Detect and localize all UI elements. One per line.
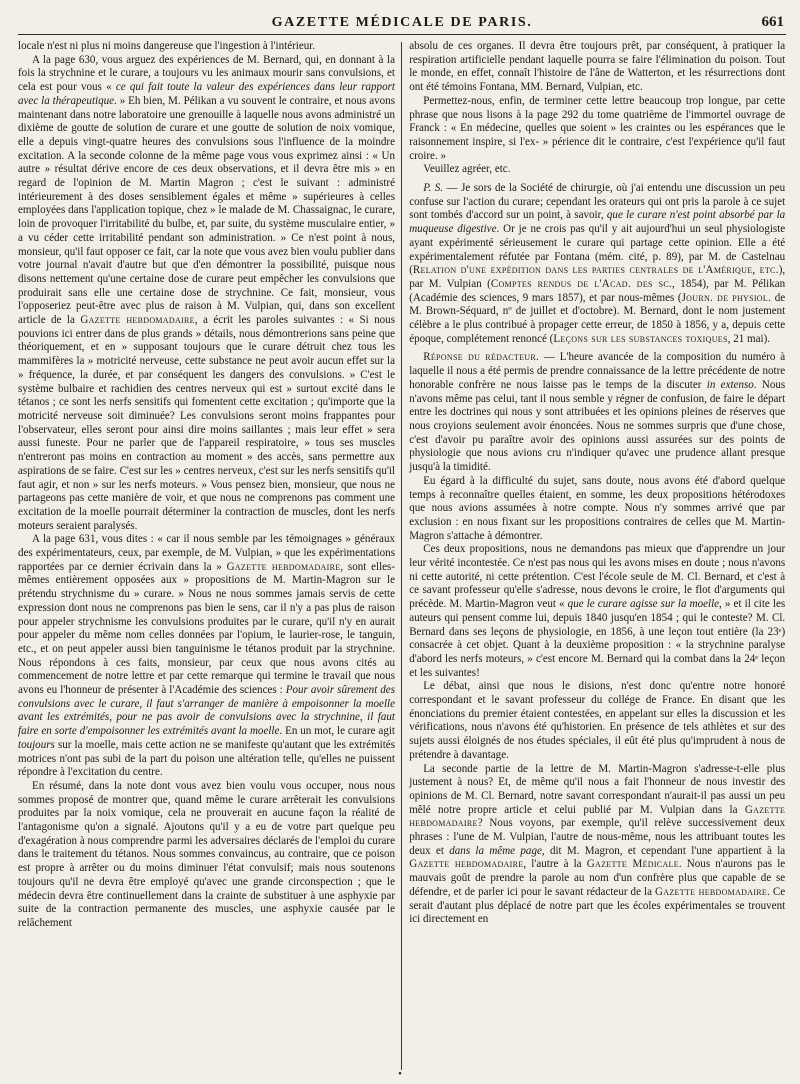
text-run: A la page 630, vous arguez des expériences de M. Bernard, qui, en donnant à la fois la strychnine et le curare, a toujours vu les animaux mourir sans convulsions, et cela est pour vous « [18, 53, 395, 94]
text-run: Ces deux propositions, nous ne demandons pas mieux que d'apprendre un jour leur vérité incontestée. Ce n'est pas nous qui les avons mises en doute ; nous n'avons ni cette autorité, ni cette prétention. C'est l'école seule de M. Cl. Bernard, et c'est à ce savant professeur qu'elle s'adresse, nous devons le croire, le flot d'arguments qui précède. M. Martin-Magron veut « [409, 543, 786, 611]
text-run: A la page 631, vous dites : « car il nous semble par les témoignages » généraux des expérimentateurs, ceux, par exemple, de M. Vulpian, » que les expérimentations rapportées par ce dernier écrivain dans la » [18, 533, 395, 573]
reply-label: Réponse du rédacteur. [423, 351, 540, 364]
text-run: . En un mot, le curare agit [279, 725, 395, 738]
paragraph: Eu égard à la difficulté du sujet, sans doute, nous avons été d'abord quelque temps à reconnaître quelles étaient, en somme, les deux propositions hétérodoxes que nous avions assumées à notre compte. Nous n'y sommes arrivé que par exclusion : en nous fixant sur les propositions contraires de celles que M. Martin-Magron s'attache à démontrer. [409, 474, 786, 542]
text-run: . Ce serait d'autant plus déplacé de notre part que les écoles expérimentales se trouvent ici directement en [409, 885, 786, 926]
text-run: ), par M. Vulpian ( [409, 264, 786, 290]
text-run: , l'autre à la [523, 858, 587, 871]
postscript [409, 182, 785, 346]
page-footer-dot: • [398, 1069, 402, 1080]
left-column [18, 40, 401, 1070]
text-run: , a écrit les paroles suivantes : « Si nous pouvions ici entrer dans de plus grands » détails, nous démontrerions sans peine que théoriquement, et en » supposant toujours que le curare détruit chez tous les mammifères la » motricité nerveuse, cette substance ne peut avoir aucun effet sur la » fréquence, la durée, et par conséquent les dangers des convulsions. » C'est le système bulbaire et rachidien des centres nerveux qui est » surtout excité dans le tétanos ; ce sont les nerfs sensitifs qui fomentent cette excitation ; qu'importe que la motricité nerveuse soit diminuée? Les convulsions seront moins frappantes pour l'observateur, elles seront pour ainsi dire moins saillantes ; mais leur effet » sera aussi funeste. Pour ne parler que de l'appareil respiratoire, » tous ses muscles n'entreront pas moins en contraction au moment » des accès, sans permettre aux aspirations de se faire. C'est sur les » centres nerveux, c'est sur les nerfs sensitifs qu'il faut agir, et non » sur les nerfs moteurs. » Vous pensez bien, monsieur, que nous ne partageons pas cette manière de voir, et que nous ne comprenons pas comment une excitation de la moelle pourrait déterminer la contraction de muscles, dont les nerfs moteurs seraient paralysés. [18, 314, 395, 532]
paragraph: Permettez-nous, enfin, de terminer cette lettre beaucoup trop longue, par cette phrase que nous lisons à la page 292 du tome quatrième de l'immortel ouvrage de Franck : « En médecine, quelles que soient » les craintes ou les espérances que le raisonnement inspire, si l'ex- » périence dit le contraire, c'est l'expérience qu'il faut croire. » [409, 94, 786, 162]
text-run: , 1854), par M. Pélikan (Académie des sciences, 9 mars 1857), et par nous-mêmes ( [409, 277, 786, 304]
italic-quote: que le curare agisse sur la moelle [567, 598, 720, 611]
italic-word: toujours [18, 738, 55, 751]
text-run: . Nous n'aurons pas le mauvais goût de prendre la parole au nom d'un confrère plus que capable de se défendre, et de parler ici pour le savant rédacteur de la [409, 858, 786, 898]
text-columns [18, 40, 786, 1070]
journal-name: Gazette hebdomadaire [409, 858, 524, 871]
journal-name: Gazette hebdomadaire [409, 803, 786, 830]
paragraph: locale n'est ni plus ni moins dangereuse que l'ingestion à l'intérieur. [18, 40, 316, 52]
citation: Journ. de physiol. [681, 291, 772, 304]
citation: Relation d'une expédition dans les parties centrales de l'Amérique, etc. [412, 264, 779, 277]
journal-name: Gazette hebdomadaire [80, 314, 195, 327]
journal-title: GAZETTE MÉDICALE DE PARIS. [271, 15, 533, 30]
italic-quote: que le curare n'est point absorbé par la muqueuse digestive [409, 209, 786, 236]
italic-quote: Pour avoir sûrement des convulsions avec le curare, il faut s'arranger de manière à empoisonner la moelle avant les extrémités, pour ne pas avoir de convulsions avec la strychnine, il faut faire en sorte d'empoisonner les extrémités avant la moelle [18, 684, 395, 738]
citation: Leçons sur les substances toxiques [553, 332, 728, 345]
paragraph [409, 763, 785, 927]
paragraph [18, 54, 395, 534]
text-run: , dit M. Magron, et cependant l'une appartient à la [541, 844, 786, 857]
paragraph: En résumé, dans la note dont vous avez bien voulu vous occuper, nous nous sommes proposé de montrer que, quand même le curare arrêterait les convulsions produites par la noix vomique, cela ne prouverait en aucune façon la réalité de l'antagonisme qu'on a signalé. Ajoutons qu'il y a eu de votre part quelque peu d'exagération à nous comprendre parmi les adversaires déclarés de l'emploi du curare dans le traitement du tétanos. Nous sommes convaincus, au contraire, que ce poison est propre à arrêter ou du moins diminuer l'état convulsif; mais nous soutenons toujours qu'il ne devra être employé qu'avec une grande circonspection ; que le médecin devra être continuellement dans la crainte de substituer à une asphyxie par suite de la contraction permanente des muscles, une asphyxie causée par le relâchement [18, 779, 395, 929]
ps-label: P. S. [423, 182, 444, 195]
text-run: , » et il cite les auteurs qui pensent comme lui, depuis 1840 jusqu'en 1854 ; qui le conteste? M. Cl. Bernard dans ses leçons de physiologie, en 1856, à une leçon tout entière (la 23ᵉ) consacrée à cet objet. Quant à la deuxième proposition : « la strychnine paralyse d'abord les nerfs moteurs, » c'est encore M. Bernard qui la combat dans la 24ᵉ leçon et les suivantes! [409, 598, 786, 679]
signoff: Veuillez agréer, etc. [423, 163, 511, 176]
paragraph: Le débat, ainsi que nous le disions, n'est donc qu'entre notre honoré correspondant et le savant professeur du collége de France. En disant que les énonciations du premier étaient contestées, en appelant sur elles la discussion et les vérifications, nous n'avons été qu'historien. En présence de tels athlètes et sur des sujets aussi éloignés de nos études spéciales, il eût été plus qu'imprudent à nous de prétendre à davantage. [409, 680, 786, 761]
text-run: sur la moelle, mais cette action ne se manifeste qu'autant que les extrémités motrices n'ont pas subi de la part du poison une altération telle, qu'elles ne puissent répondre à l'excitation du centre. [18, 738, 395, 779]
italic-word: dans la même page [449, 844, 542, 857]
editor-reply [409, 351, 785, 474]
text-run: , 21 mai). [727, 332, 771, 345]
text-run: . Or je ne crois pas qu'il y ait aujourd'hui un seul physiologiste ayant expérimenté sérieusement le curare qui partage cette opinion. Elle a été expérimentalement réfutée par Fontana (mém. cité, p. 89), par M. de Castelnau ( [409, 223, 786, 277]
page-header [18, 10, 786, 35]
italic-quote: ce qui fait toute la valeur des expériences dans leur rapport avec la thérapeutique [18, 81, 395, 107]
italic-word: in extenso [706, 378, 754, 391]
text-run: La seconde partie de la lettre de M. Martin-Magron s'adresse-t-elle plus justement à nous? Et, de même qu'il nous a fait l'honneur de nous investir des opinions de M. Cl. Bernard, notre savant correspondant n'aurait-il pas aussi un peu mêlé notre propre article et celui publié par M. Vulpian dans la [409, 762, 786, 816]
text-run: de M. Brown-Séquard, nº de juillet et d'octobre). M. Bernard, dont le nom justement célèbre a le plus contribué à propager cette erreur, de 1850 à 1856, y a, depuis cette époque, complétement renoncé ( [409, 291, 786, 345]
journal-name: Gazette Médicale [586, 858, 679, 871]
text-run: ? Nous voyons, par exemple, qu'il relève successivement deux phrases : l'une de M. Vulpian, l'autre de nous-même, nous les attribuant toutes les deux et [409, 817, 786, 857]
page-number: 661 [761, 14, 784, 30]
text-run: . Nous n'avons même pas celui, tant il nous semble y régner de confusion, de faire le départ entre les doctrines qui nous y sont attribuées et les opinions pleines de réserves que nous croyions seulement avoir énoncées. Nous ne sommes surpris que d'une chose, c'est d'avoir pu paraître avoir des opinions aussi assurées sur des points de physiologie que nous avions cru n'indiquer qu'avec une prudence allant presque jusqu'à la timidité. [409, 378, 786, 474]
paragraph: absolu de ces organes. Il devra être toujours prêt, par conséquent, à pratiquer la respiration artificielle pendant laquelle pourra se faire l'élimination du poison. Tout le monde, en effet, connaît l'histoire de l'âne de Watterton, et les résurrections dont ont été témoins Fontana, MM. Bernard, Vulpian, etc. [409, 40, 786, 94]
paragraph [18, 533, 395, 780]
text-run: — L'heure avancée de la composition du numéro à laquelle il nous a été permis de prendre connaissance de la lettre précédente de notre honorable confrère ne nous laisse pas le temps de la discuter [409, 351, 786, 391]
right-column [402, 40, 785, 1070]
text-run: — Je sors de la Société de chirurgie, où j'ai entendu une discussion un peu confuse sur l'action du curare; cependant les orateurs qui ont pris la parole à ce sujet sont tombés d'accord sur un point, à savoir, [409, 182, 786, 222]
text-run: . » Eh bien, M. Pélikan a vu souvent le contraire, et nous avons maintenant dans notre laboratoire une grenouille à laquelle nous avons administré un dixième de goutte de solution de curare et une goutte de solution de noix vomique, elle a depuis vingt-quatre heures des convulsions sous l'influence de la moindre excitation. A la seconde colonne de la même page vous vous exprimez ainsi : « Un autre » résultat dérive encore de ces deux observations, et il devra être mis » en regard de l'opinion de M. Martin Magron ; c'est le suivant : administré intérieurement à des doses sensiblement égales et même » supérieures à celles employées dans l'application topique, chez » le malade de M. Chassaignac, le curare, loin de provoquer l'irritabilité du bulbe, et, par suite, du système musculaire entier, » a vu céder cette irritabilité pendant son administration. » Ce n'est point à nous, monsieur, qu'il faut opposer ce fait, car la note que vous avez bien voulu publier dans votre journal n'avait d'autre but que d'en démontrer la possibilité, puisque nous disons nettement qu'une certaine dose de curare peut empêcher les convulsions que produirait sans elle une certaine dose de strychnine. Ce fait, monsieur, vous l'opposeriez peut-être avec plus de raison à M. Vulpian, qui, dans son excellent article de la [18, 94, 395, 327]
journal-name: Gazette hebdomadaire [655, 885, 768, 898]
paragraph [409, 543, 785, 680]
journal-name: Gazette hebdomadaire [226, 560, 341, 573]
text-run: , sont elles-mêmes entièrement opposées aux » propositions de M. Martin-Magron sur le prétendu strychnisme du » curare. » Nous ne nous sommes jamais servis de cette expression dont nous ne comprenons pas bien le sens, car il n'y a pas plus de raison pour appeler strychnisme les convulsions produites par le curare, qu'il n'y en aurait pour appeler du même nom celles données par l'opium, le laurier-rose, le tanguin, etc., et on peut appeler aussi bien tanguinisme le tétanos produit par la strychnine. Nous répondons à ces faits, monsieur, par ceux que nous avons cités au commencement de notre lettre et par cette remarque qui termine le travail que nous avons eu l'honneur de présenter à l'Académie des sciences : [18, 560, 396, 697]
citation: Comptes rendus de l'Acad. des sc. [490, 277, 673, 290]
